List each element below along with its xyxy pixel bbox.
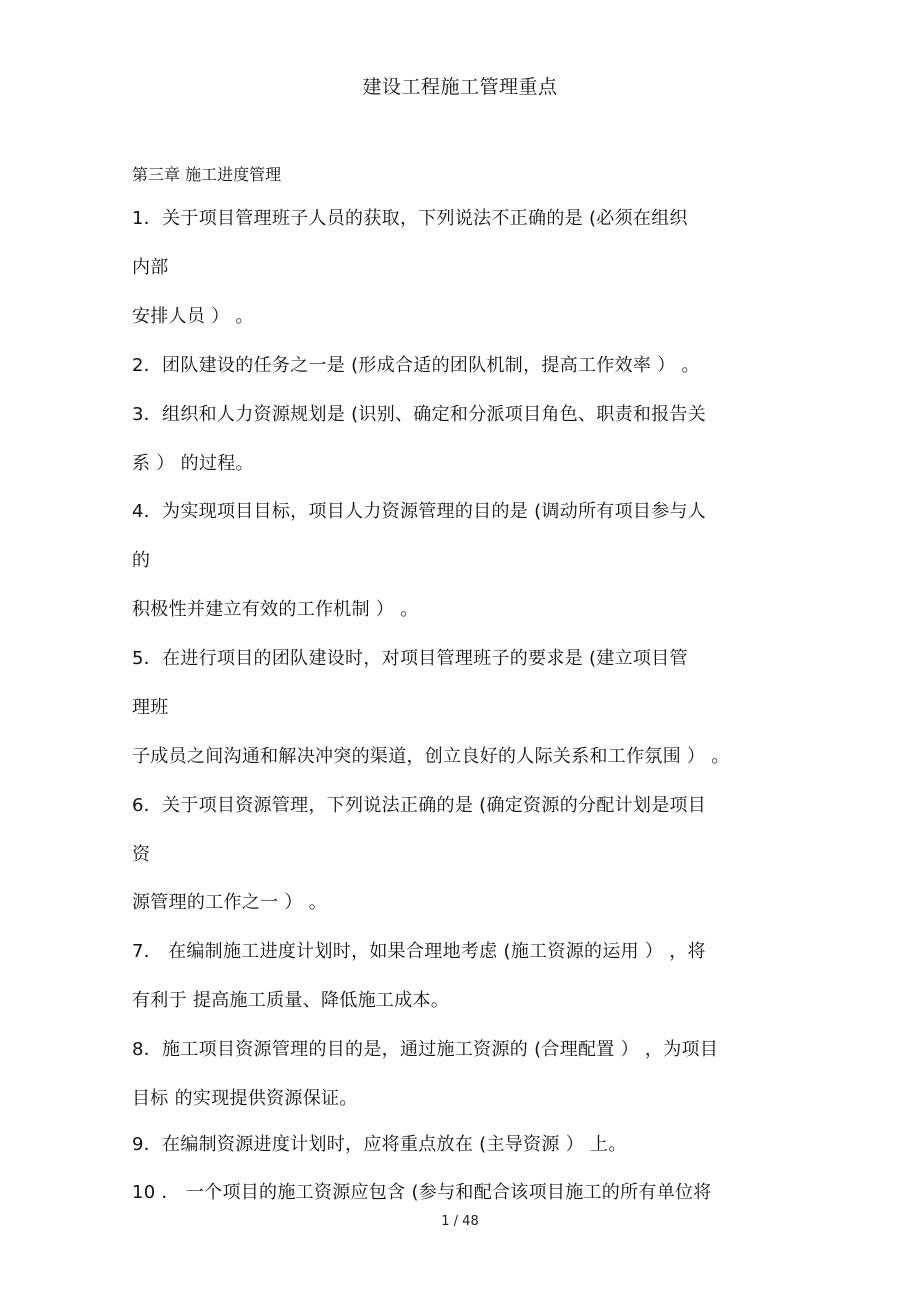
text-line: 系 ） 的过程。 (132, 453, 254, 474)
text-line: 9．在编制资源进度计划时，应将重点放在 (主导资源 ） 上。 (132, 1134, 627, 1155)
text-line: 理班 (132, 697, 169, 718)
text-line: 子成员之间沟通和解决冲突的渠道，创立良好的人际关系和工作氛围 ） 。 (132, 746, 730, 767)
text-line: 源管理的工作之一 ） 。 (132, 892, 328, 913)
text-line: 4．为实现项目目标，项目人力资源管理的目的是 (调动所有项目参与人 (132, 501, 707, 522)
page-number: 1 / 48 (441, 1214, 479, 1229)
text-line: 安排人员 ） 。 (132, 306, 254, 327)
text-line: 2．团队建设的任务之一是 (形成合适的团队机制，提高工作效率 ） 。 (132, 355, 700, 376)
text-line: 10 ． 一个项目的施工资源应包含 (参与和配合该项目施工的所有单位将 (132, 1182, 712, 1203)
text-line: 7． 在编制施工进度计划时，如果合理地考虑 (施工资源的运用 ） ，将 (132, 941, 706, 962)
document-title: 建设工程施工管理重点 (362, 76, 558, 98)
text-line: 资 (132, 844, 151, 865)
text-line: 8．施工项目资源管理的目的是，通过施工资源的 (合理配置 ） ，为项目 (132, 1039, 719, 1060)
text-line: 有利于 提高施工质量、降低施工成本。 (132, 990, 450, 1011)
text-line: 的 (132, 550, 151, 571)
text-line: 3．组织和人力资源规划是 (识别、确定和分派项目角色、职责和报告关 (132, 404, 707, 425)
text-line: 目标 的实现提供资源保证。 (132, 1088, 358, 1109)
chapter-heading: 第三章 施工进度管理 (132, 165, 282, 184)
text-line: 6．关于项目资源管理，下列说法正确的是 (确定资源的分配计划是项目 (132, 795, 707, 816)
text-line: 5．在进行项目的团队建设时，对项目管理班子的要求是 (建立项目管 (132, 648, 688, 669)
text-line: 积极性并建立有效的工作机制 ） 。 (132, 599, 419, 620)
text-line: 1．关于项目管理班子人员的获取，下列说法不正确的是 (必须在组织 (132, 208, 688, 229)
text-line: 内部 (132, 257, 169, 278)
